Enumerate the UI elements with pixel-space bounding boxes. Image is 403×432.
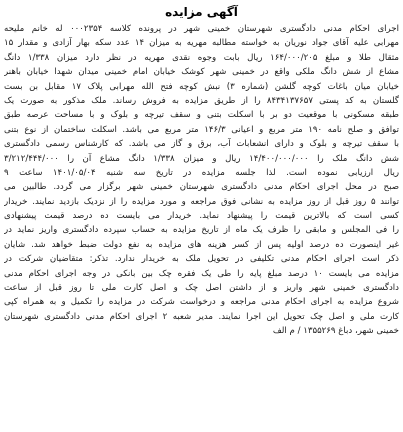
notice-line: مهرابی علیه آقای جواد نوریان به خواسته مطالبه مهریه به میزان ۱۴ عدد سکه بهار آزادی و مقدار ۱۵: [4, 38, 399, 49]
notice-line: کارت ملی و اصل چک تحویل این اجرا نمایند. مدیر شعبه ۲ اجرای احکام مدنی دادگستری شهرستان: [4, 311, 399, 322]
notice-line: کسی است که بالاترین قیمت را پیشنهاد نماید. خریدار می بایست ده درصد قیمت پیشنهادی: [4, 211, 399, 222]
notice-line: صبح در محل اجرای احکام مدنی دادگستری شهرستان خمینی شهر برگزار می گردد. طالبین می: [4, 182, 399, 193]
notice-line: مشاع از شش دانگ ملکی واقع در خمینی شهر کوشک خیابان امام خمینی میدان شهدا خیابان باهنر: [4, 67, 399, 78]
notice-line: گلستان به کد پستی ۸۴۳۴۱۳۷۶۵۷ را از طریق مزایده به فروش رساند. ملک مذکور به صورت یک: [4, 95, 399, 106]
notice-line: خیابان میان باغات کوچه گلشن (شماره ۳) نبش کوچه فتح الله مهرابی پلاک ۱۷ مقابل بن بست: [4, 81, 399, 92]
auction-notice: [4, 3, 399, 424]
notice-line: را فی المجلس و مابقی را ظرف یک ماه از تاریخ مزایده به حساب سپرده دادگستری واریز نماید در: [4, 225, 399, 236]
notice-line: مثقال طلا و مبلغ ۱۶۴/۰۰۰/۲۰۵ ریال بابت وجوه نقدی مهریه در نظر دارد میزان ۱/۳۳۸ دانگ: [4, 52, 399, 63]
notice-line: خمینی شهر، دباغ ۱۳۵۵۲۶۹ / م الف: [272, 326, 399, 337]
notice-line: غیر اینصورت ده درصد اولیه پس از کسر هزینه های مزایده به نفع دولت ضبط خواهد شد. شایان: [4, 239, 399, 250]
notice-line: توافق و صلح نامه ۱۹۰ متر مربع و اعیانی ۱۴۶/۳ متر مربع می باشد. اسکلت ساختمان از نوع بتنی: [4, 124, 399, 135]
notice-line: اجرای احکام مدنی دادگستری شهرستان خمینی شهر در پرونده کلاسه ۰۰۰۲۳۵۴ له خانم ملیحه: [4, 24, 399, 34]
notice-line: شروع مزایده به اجرای احکام مدنی مراجعه و درخواست شرکت در مزایده را تکمیل و به همراه کپی: [4, 297, 399, 308]
notice-line: با سقف تیرچه و بلوک و دارای انشعابات آب، برق و گاز می باشد. که کارشناس رسمی دادگستری: [4, 139, 399, 150]
notice-line: ذکر است اجرای احکام مدنی تکلیفی در تحویل ملک به خریدار ندارد. تذکر: متقاضیان شرکت در: [4, 254, 399, 265]
notice-line: دادگستری خمینی شهر واریز و از داشتن اصل چک و اصل کارت ملی تا روز قبل از ساعت: [4, 283, 399, 294]
notice-line: توانند ۵ روز قبل از روز مزایده به نشانی فوق مراجعه و مورد مزایده را از نزدیک بازدید نمایند. خریدار: [4, 196, 399, 207]
notice-title: آگهی مزایده: [165, 5, 238, 19]
notice-body: [4, 22, 399, 339]
notice-line: مزایده می بایست ۱۰ درصد مبلغ پایه را طی یک فقره چک بین بانکی در وجه اجرای احکام مدنی: [4, 268, 399, 279]
notice-line: شش دانگ ملک را ۱۴/۴۰۰/۰۰۰/۰۰۰ ریال و میزان ۱/۳۳۸ دانگ مشاع آن را ۳/۲۱۲/۴۴۴/۰۰۰: [4, 153, 399, 164]
notice-line: طبقه مسکونی با موقعیت دو بر با اسکلت بتنی و سقف تیرچه و بلوک و با مساحت عرصه طبق: [4, 110, 399, 121]
notice-line: ریال ارزیابی نموده است. لذا جلسه مزایده در تاریخ سه شنبه ۱۴۰۱/۰۵/۰۴ ساعت ۹: [4, 167, 399, 178]
